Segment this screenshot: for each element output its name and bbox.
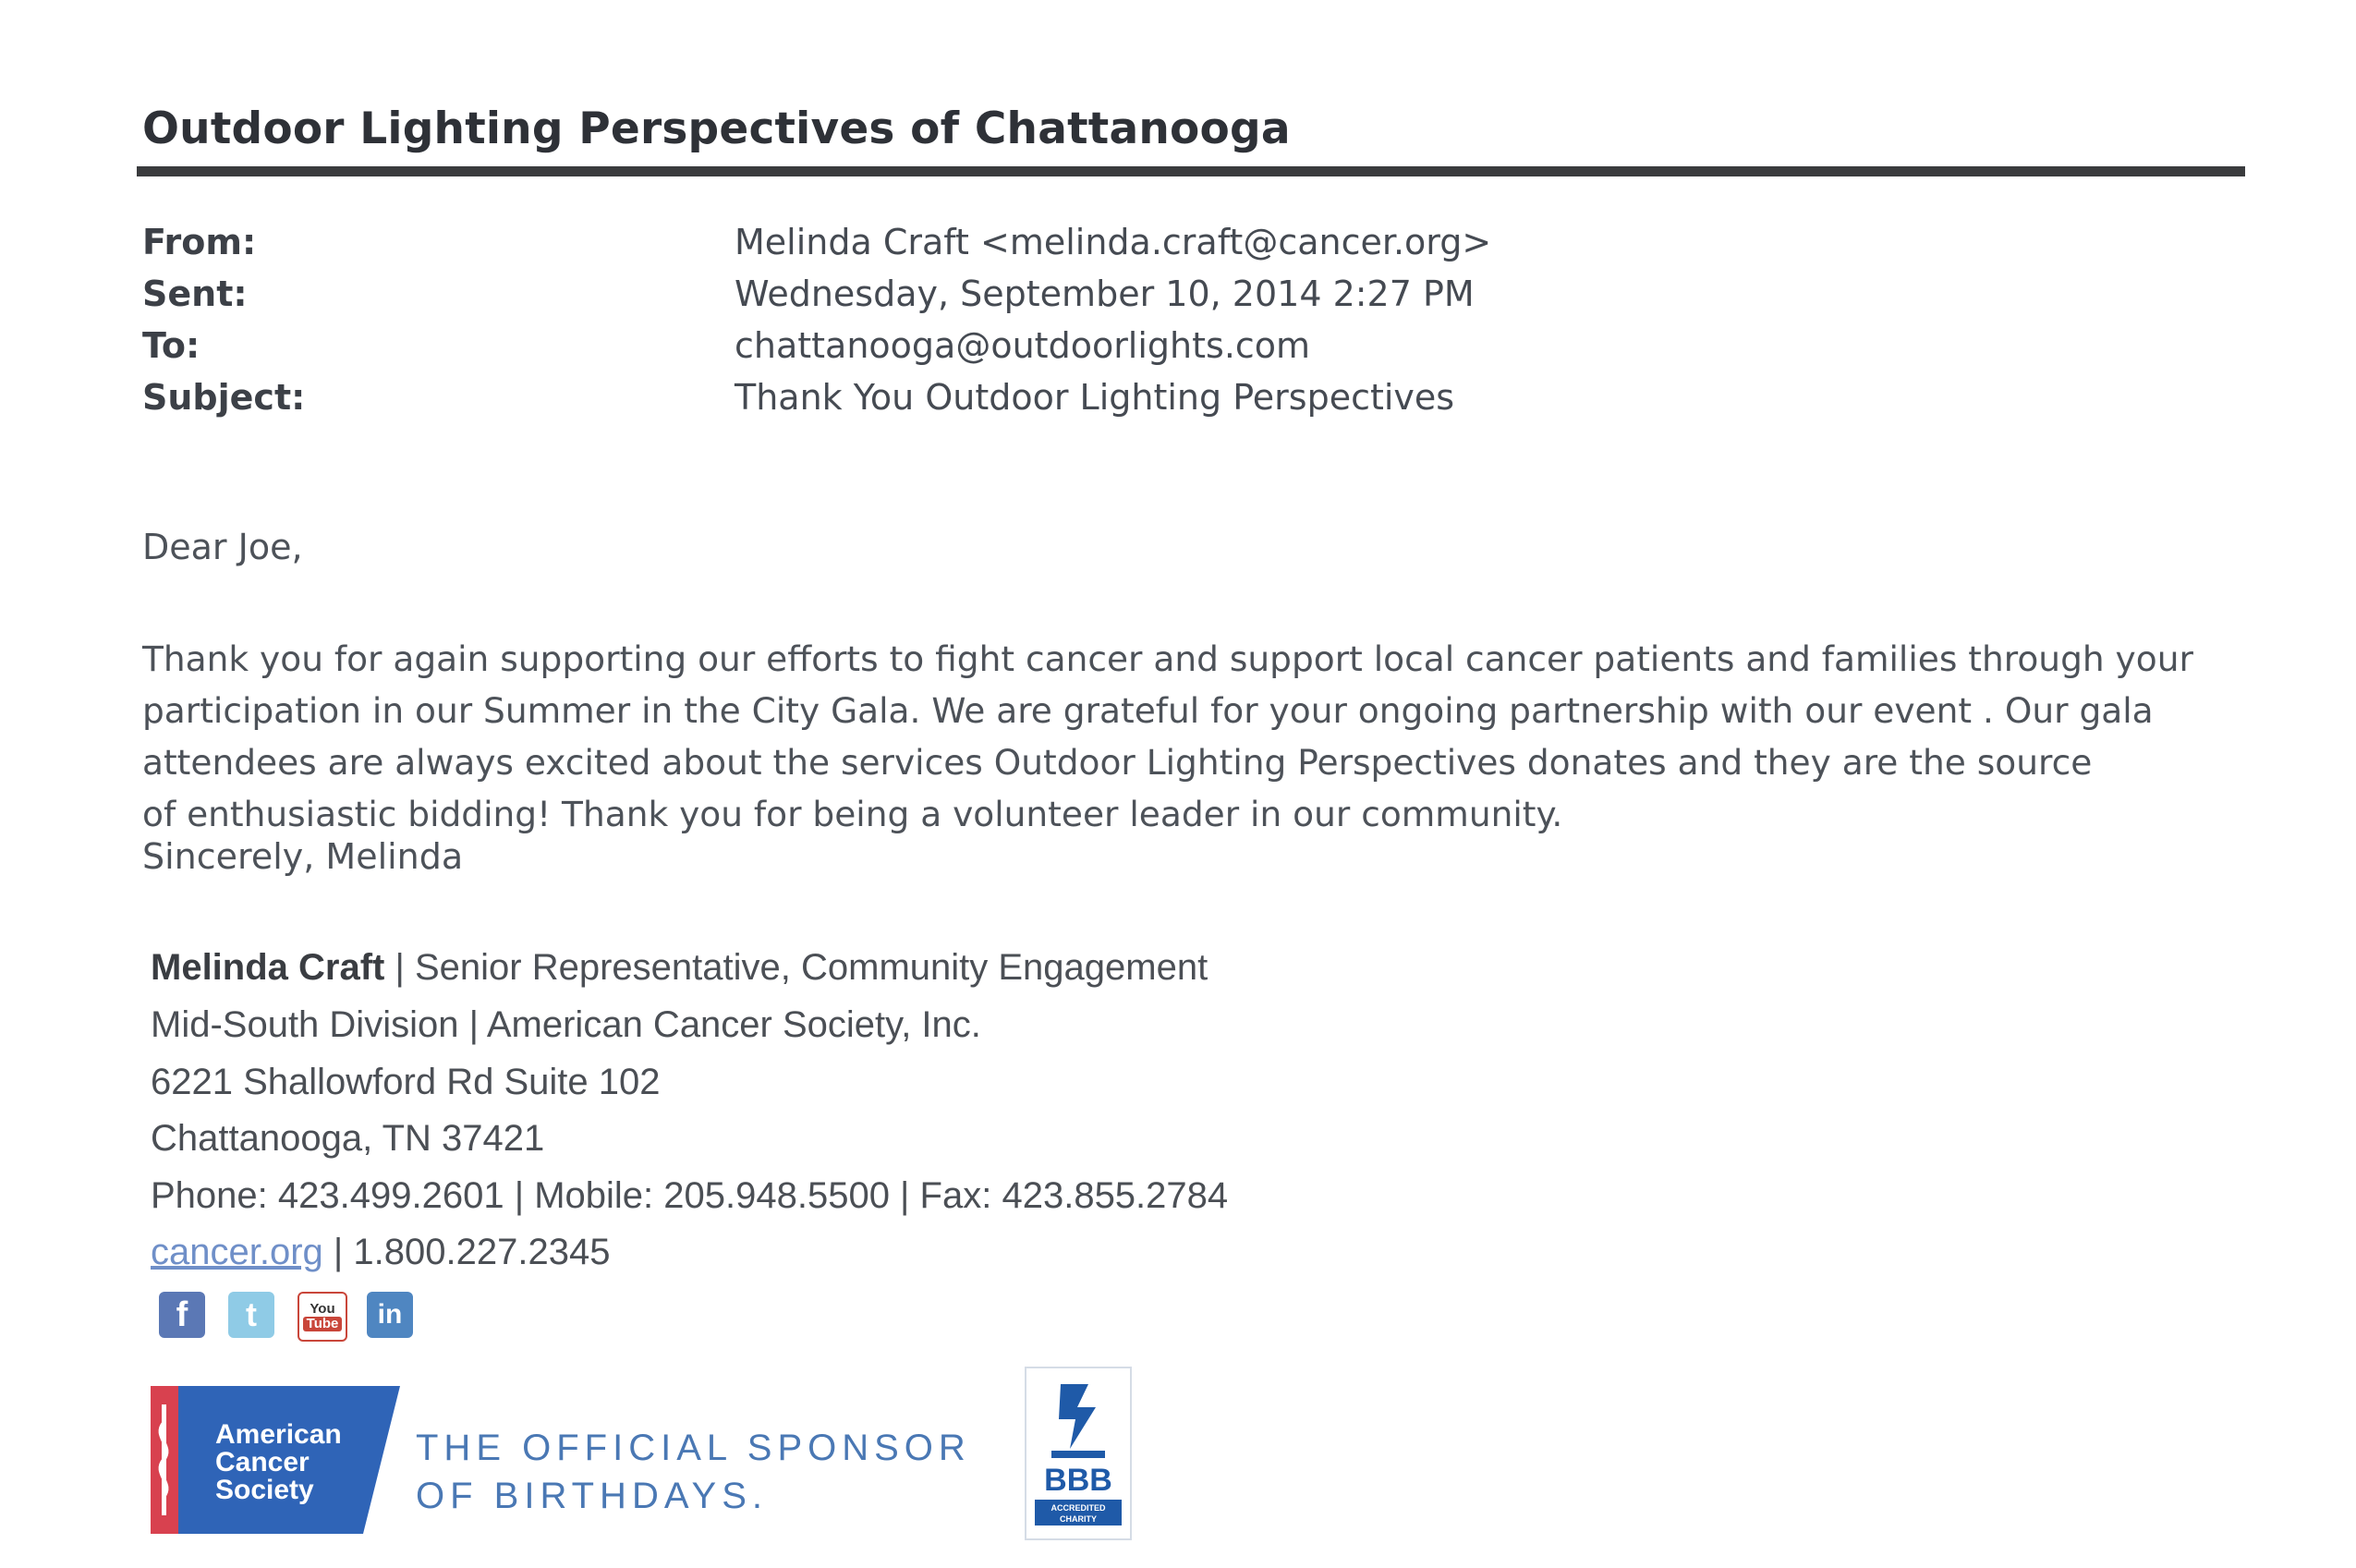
hotline-number: | 1.800.227.2345: [322, 1232, 611, 1272]
youtube-icon[interactable]: You Tube: [298, 1292, 347, 1342]
sent-value: Wednesday, September 10, 2014 2:27 PM: [735, 273, 1475, 314]
sponsor-line-2: OF BIRTHDAYS.: [416, 1476, 769, 1516]
signature-name-line: [151, 947, 1208, 989]
org-title: Outdoor Lighting Perspectives of Chattanooga: [142, 103, 1291, 154]
sent-label: Sent:: [142, 273, 248, 314]
signature-address-1: 6221 Shallowford Rd Suite 102: [151, 1062, 661, 1102]
body-line: of enthusiastic bidding! Thank you for being a volunteer leader in our community.: [142, 794, 1563, 834]
signature-phones: Phone: 423.499.2601 | Mobile: 205.948.5500 | Fax: 423.855.2784: [151, 1175, 1229, 1216]
svg-text:Cancer: Cancer: [215, 1447, 310, 1477]
linkedin-icon[interactable]: in: [367, 1292, 413, 1338]
signature-name: Melinda Craft: [151, 947, 385, 988]
website-link[interactable]: cancer.org: [151, 1232, 323, 1272]
greeting: Dear Joe,: [142, 527, 303, 567]
sponsor-line-1: THE OFFICIAL SPONSOR: [416, 1428, 971, 1468]
bbb-accredited-charity-logo: [1024, 1366, 1133, 1541]
signature-web-line: [151, 1232, 610, 1273]
to-label: To:: [142, 325, 200, 366]
from-label: From:: [142, 222, 257, 262]
svg-text:BBB: BBB: [1044, 1463, 1112, 1498]
from-value: Melinda Craft <melinda.craft@cancer.org>: [735, 222, 1492, 262]
svg-text:CHARITY: CHARITY: [1060, 1514, 1097, 1524]
message-body: [142, 633, 2230, 840]
closing: Sincerely, Melinda: [142, 836, 464, 877]
signature-division: Mid-South Division | American Cancer Society, Inc.: [151, 1004, 981, 1045]
to-value: chattanooga@outdoorlights.com: [735, 325, 1311, 366]
svg-text:ACCREDITED: ACCREDITED: [1050, 1503, 1106, 1513]
body-line: attendees are always excited about the services Outdoor Lighting Perspectives donates and they are the source: [142, 742, 2093, 783]
twitter-icon[interactable]: t: [228, 1292, 274, 1338]
svg-text:Society: Society: [215, 1475, 314, 1505]
title-rule: [137, 166, 2245, 176]
subject-value: Thank You Outdoor Lighting Perspectives: [735, 377, 1455, 418]
body-line: Thank you for again supporting our efforts to fight cancer and support local cancer patients and families through your: [142, 638, 2193, 679]
svg-text:American: American: [215, 1419, 342, 1450]
subject-label: Subject:: [142, 377, 306, 418]
american-cancer-society-logo: [151, 1386, 400, 1534]
facebook-icon[interactable]: f: [159, 1292, 205, 1338]
signature-address-2: Chattanooga, TN 37421: [151, 1118, 545, 1159]
body-line: participation in our Summer in the City Gala. We are grateful for your ongoing partnership with our event . Our gala: [142, 690, 2154, 731]
signature-title: | Senior Representative, Community Engagement: [384, 947, 1208, 988]
